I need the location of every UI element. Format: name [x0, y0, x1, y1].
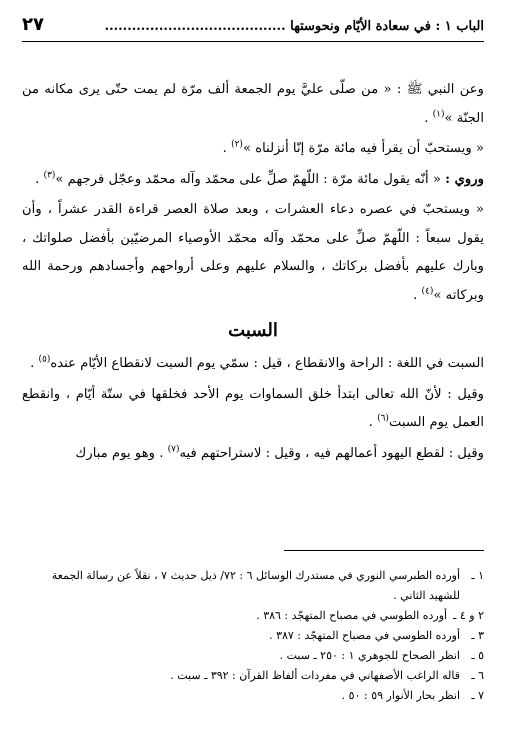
paragraph-text: السبت في اللغة : الراحة والانقطاع ، قيل : سمّي يوم السبت لانقطاع الأيّام عنده: [50, 356, 484, 371]
paragraph-text: « ويستحبّ في عصره دعاء العشرات ، وبعد صلاة العصر قراءة القدر عشراً ، وأن يقول سبعاً : اللّهمّ صلِّ على محمّد وآله محمّد الأوصياء المرضيّين بأفضل صلواتك ، وبارك عليهم بأفضل بركاتك ، والسلام عليهم وعلى أرواحهم وأجسادهم ورحمة الله وبركاته »: [22, 202, 484, 303]
footnote-ref: (٤): [421, 286, 434, 297]
paragraph-text: « أنّه يقول مائة مرّة : اللّهمّ صلِّ على محمّد وآله محمّد وعجّل فرجهم »: [55, 171, 446, 187]
paragraph: [22, 440, 484, 469]
running-header: [22, 14, 484, 42]
footnote-divider: [284, 550, 484, 551]
footnote: [22, 626, 484, 646]
chapter-title: الباب ١ : في سعادة الأيّام ونحوستها ........................................: [104, 19, 484, 34]
footnote-number: ٢ و ٤ ـ: [453, 609, 484, 622]
paragraph-text: « ويستحبّ أن يقرأ فيه مائة مرّة إنّا أنزلناه »: [242, 141, 484, 156]
footnote-text: أورده الطوسي في مصباح المتهجّد : ٣٨٦ .: [256, 609, 448, 622]
footnote: [22, 606, 484, 626]
footnote: [22, 666, 484, 686]
paragraph: السبت في اللغة : الراحة والانقطاع ، قيل : سمّي يوم السبت لانقطاع الأيّام عنده$^{(٥)}$ .: [30, 354, 484, 371]
book-page: [22, 14, 484, 736]
page-number: ٢٧: [22, 14, 44, 35]
footnote-ref: (١): [432, 109, 445, 120]
footnote-number: ٥ ـ: [471, 649, 484, 662]
footnote-number: ٦ ـ: [471, 669, 484, 682]
footnote-text: انظر الصحاح للجوهري ١ : ٢٥٠ ـ سبت .: [279, 649, 460, 662]
footnote: [22, 646, 484, 666]
footnote-text: قاله الراغب الأصفهاني في مفردات ألفاظ القرآن : ٣٩٢ ـ سبت .: [170, 669, 460, 682]
paragraph: « ويستحبّ في عصره دعاء العشرات ، وبعد صلاة العصر قراءة القدر عشراً ، وأن يقول سبعاً : اللّهمّ صلِّ على محمّد وآله محمّد الأوصياء المرضيّين بأفضل صلواتك ، وبارك عليهم بأفضل بركاتك ، والسلام عليهم وعلى أرواحهم وأجسادهم ورحمة الله وبركاته »$^{(٤)}$ .: [22, 202, 484, 303]
paragraph: وروي : « أنّه يقول مائة مرّة : اللّهمّ صلِّ على محمّد وآله محمّد وعجّل فرجهم »$^{(٣)}$ .: [35, 170, 484, 187]
paragraph: « ويستحبّ أن يقرأ فيه مائة مرّة إنّا أنزلناه »$^{(٢)}$ .: [222, 139, 484, 156]
paragraph-text-continued: . وهو يوم مبارك: [75, 445, 168, 461]
footnote-ref: (٧): [167, 444, 180, 455]
main-text: [22, 76, 484, 468]
paragraph-lead: وروي :: [445, 171, 484, 187]
footnote-ref: (٣): [43, 170, 56, 181]
paragraph-text: وعن النبي ﷺ : « من صلّى عليَّ يوم الجمعة ألف مرّة لم يمت حتّى يرى مكانه من الجنّة »: [22, 82, 484, 126]
footnote-text: أورده الطوسي في مصباح المتهجّد : ٣٨٧ .: [269, 629, 460, 642]
footnote: [22, 566, 484, 606]
paragraph: وقيل : لأنّ الله تعالى ابتدأ خلق السماوات يوم الأحد فخلقها في ستّة أيّام ، وانقطع العمل يوم السبت$^{(٦)}$ .: [22, 386, 484, 430]
footnotes: [22, 566, 484, 706]
paragraph-text: وقيل : لأنّ الله تعالى ابتدأ خلق السماوات يوم الأحد فخلقها في ستّة أيّام ، وانقطع العمل يوم السبت: [22, 386, 484, 430]
footnote-number: ١ ـ: [471, 569, 484, 582]
footnote-number: ٣ ـ: [471, 629, 484, 642]
paragraph-text: وقيل : لقطع اليهود أعمالهم فيه ، وقيل : لاستراحتهم فيه: [179, 445, 484, 461]
footnote-ref: (٥): [38, 354, 51, 365]
footnote-ref: (٦): [377, 413, 389, 424]
footnote-text: انظر بحار الأنوار ٥٩ : ٥٠ .: [341, 689, 460, 702]
footnote-ref: (٢): [231, 139, 243, 150]
paragraph: وعن النبي ﷺ : « من صلّى عليَّ يوم الجمعة ألف مرّة لم يمت حتّى يرى مكانه من الجنّة »$^{(١)}$ .: [22, 82, 484, 126]
footnote-number: ٧ ـ: [471, 689, 484, 702]
section-heading: السبت: [228, 320, 278, 341]
footnote-text: أورده الطبرسي النوري في مستدرك الوسائل ٦ : ٧٢/ ذيل حديث ٧ ، نقلاً عن رسالة الجمعة للشهيد الثاني .: [51, 569, 460, 602]
footnote: [22, 686, 484, 706]
